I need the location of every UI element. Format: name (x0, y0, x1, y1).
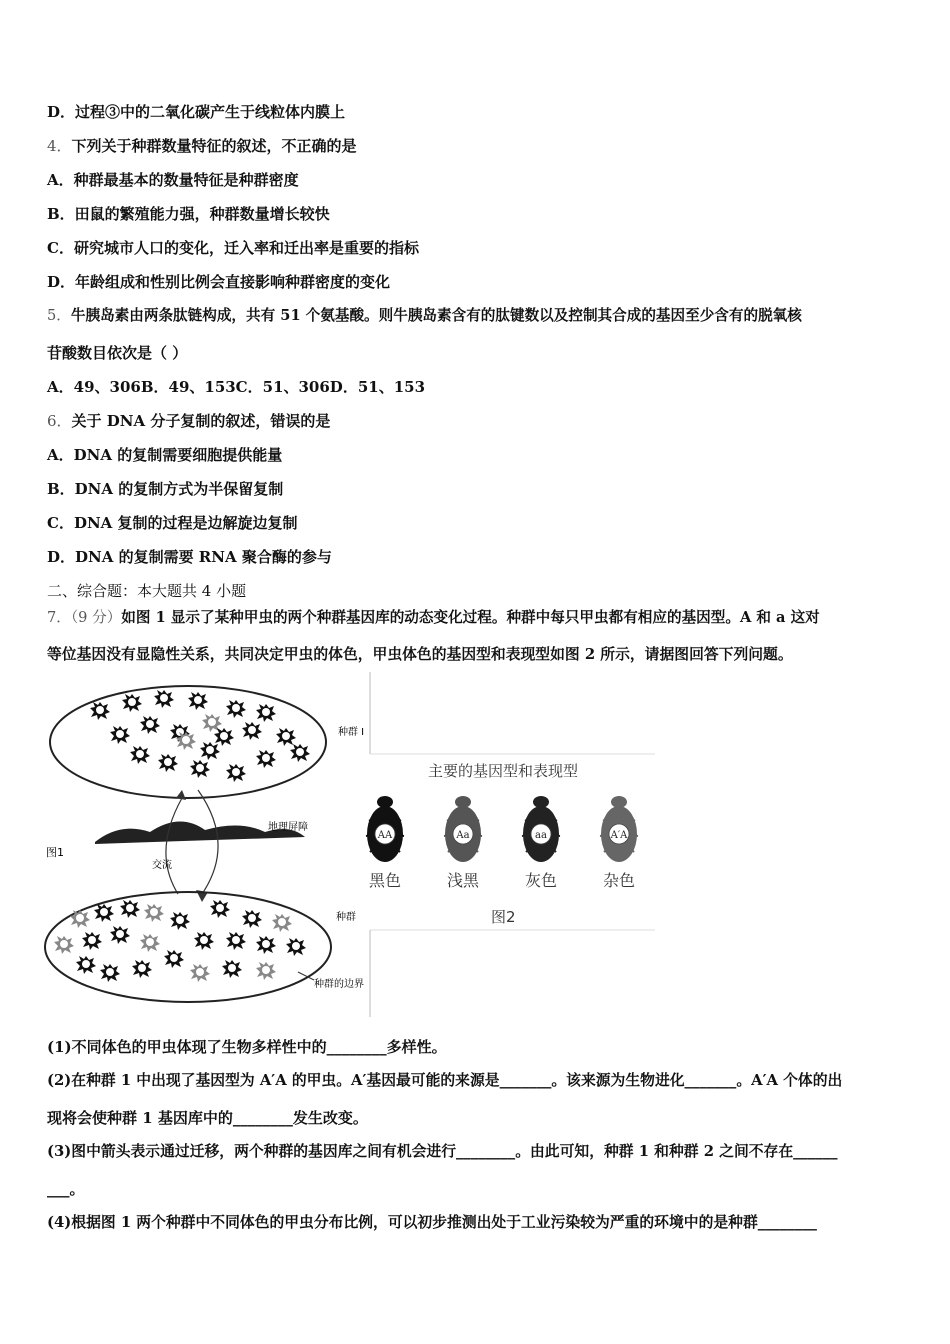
q5-stem-line2: 苷酸数目依次是（ ） (47, 344, 188, 362)
q4-stem (47, 136, 357, 156)
barrier-label: 地理屏障 (268, 822, 308, 833)
q5-stem-line1 (47, 306, 802, 326)
population-1-beetles (90, 690, 310, 782)
q6-number: 6． (47, 412, 72, 430)
q4-number: 4． (47, 137, 72, 155)
q6-stem (47, 411, 330, 431)
q7-stem-line1 (47, 608, 820, 628)
q7-stem-line2: 等位基因没有显隐性关系，共同决定甲虫的体色，甲虫体色的基因型和表现型如图 2 所示，请据图回答下列问题。 (47, 646, 793, 663)
beetle-genotype: aa (535, 830, 547, 841)
figure-1 (45, 686, 364, 1002)
exchange-label: 交流 (152, 860, 172, 871)
migration-arrow-right (198, 790, 218, 894)
population-2-beetles (54, 900, 306, 982)
figure-2 (366, 672, 655, 1017)
q6-option-d: D．DNA 的复制需要 RNA 聚合酶的参与 (47, 548, 332, 566)
beetle-genotype: AA (377, 830, 393, 841)
q6-stem-text: 关于 DNA 分子复制的叙述，错误的是 (71, 412, 331, 430)
q5-options: A．49、306B．49、153C．51、306D．51、153 (47, 378, 426, 396)
q7-sub-2-line2: 现将会使种群 1 基因库中的________发生改变。 (47, 1109, 368, 1127)
migration-arrow-left (166, 798, 182, 894)
q6-option-b: B．DNA 的复制方式为半保留复制 (47, 480, 284, 498)
beetle-1 (444, 796, 482, 890)
q7-sub-2-line1: (2)在种群 1 中出现了基因型为 A′A 的甲虫。A′基因最可能的来源是_______。该来源为生物进化_______。A′A 个体的出 (47, 1072, 843, 1089)
beetle-phenotype: 浅黑 (446, 871, 480, 890)
section-2-title: 二、综合题：本大题共 4 小题 (47, 582, 247, 600)
q4-option-b: B．田鼠的繁殖能力强，种群数量增长较快 (47, 205, 330, 223)
beetle-2 (522, 796, 560, 890)
beetle-0 (366, 796, 404, 890)
beetle-phenotype: 黑色 (368, 871, 402, 890)
figure-1-and-2 (40, 672, 670, 1022)
beetle-phenotype: 杂色 (602, 871, 636, 890)
beetle-genotype: A′A (610, 830, 628, 841)
q4-stem-text: 下列关于种群数量特征的叙述，不正确的是 (71, 137, 357, 155)
q5-number: 5． (47, 307, 71, 324)
q4-option-c: C．研究城市人口的变化，迁入率和迁出率是重要的指标 (47, 239, 419, 257)
figure-2-beetles (366, 796, 638, 890)
q7-number: 7． (47, 609, 71, 626)
beetle-genotype: Aa (456, 830, 470, 841)
beetle-3 (600, 796, 638, 890)
boundary-label: 种群的边界 (314, 979, 364, 990)
population-2-label: 种群 (336, 912, 356, 923)
q4-option-a: A．种群最基本的数量特征是种群密度 (47, 171, 299, 189)
figure-1-label: 图1 (46, 846, 64, 859)
q4-option-d: D．年龄组成和性别比例会直接影响种群密度的变化 (47, 273, 391, 291)
q5-stem-text-1: 牛胰岛素由两条肽链构成，共有 51 个氨基酸。则牛胰岛素含有的肽键数以及控制其合成的基因至少含有的脱氧核 (70, 307, 802, 324)
population-2-ellipse (45, 892, 331, 1002)
q6-option-a: A．DNA 的复制需要细胞提供能量 (47, 446, 283, 464)
beetle-phenotype: 灰色 (524, 871, 558, 890)
q7-stem-text-1: 如图 1 显示了某种甲虫的两个种群基因库的动态变化过程。种群中每只甲虫都有相应的基因型。A 和 a 这对 (121, 609, 820, 626)
q7-sub-1: (1)不同体色的甲虫体现了生物多样性中的________多样性。 (47, 1038, 447, 1056)
figure-2-caption: 图2 (491, 908, 516, 926)
q7-sub-3-line2: ___。 (47, 1180, 85, 1198)
q3-option-d: D．过程③中的二氧化碳产生于线粒体内膜上 (47, 103, 346, 121)
q7-score: （9 分） (70, 609, 122, 626)
q6-option-c: C．DNA 复制的过程是边解旋边复制 (47, 514, 298, 532)
figure-area (40, 672, 670, 1022)
q7-sub-3-line1: (3)图中箭头表示通过迁移，两个种群的基因库之间有机会进行________。由此可知，种群 1 和种群 2 之间不存在______ (47, 1143, 838, 1160)
figure-2-title: 主要的基因型和表现型 (428, 762, 579, 780)
population-1-label: 种群 I (338, 727, 365, 738)
q7-sub-4: (4)根据图 1 两个种群中不同体色的甲虫分布比例，可以初步推测出处于工业污染较为严重的环境中的是种群________ (47, 1214, 817, 1231)
